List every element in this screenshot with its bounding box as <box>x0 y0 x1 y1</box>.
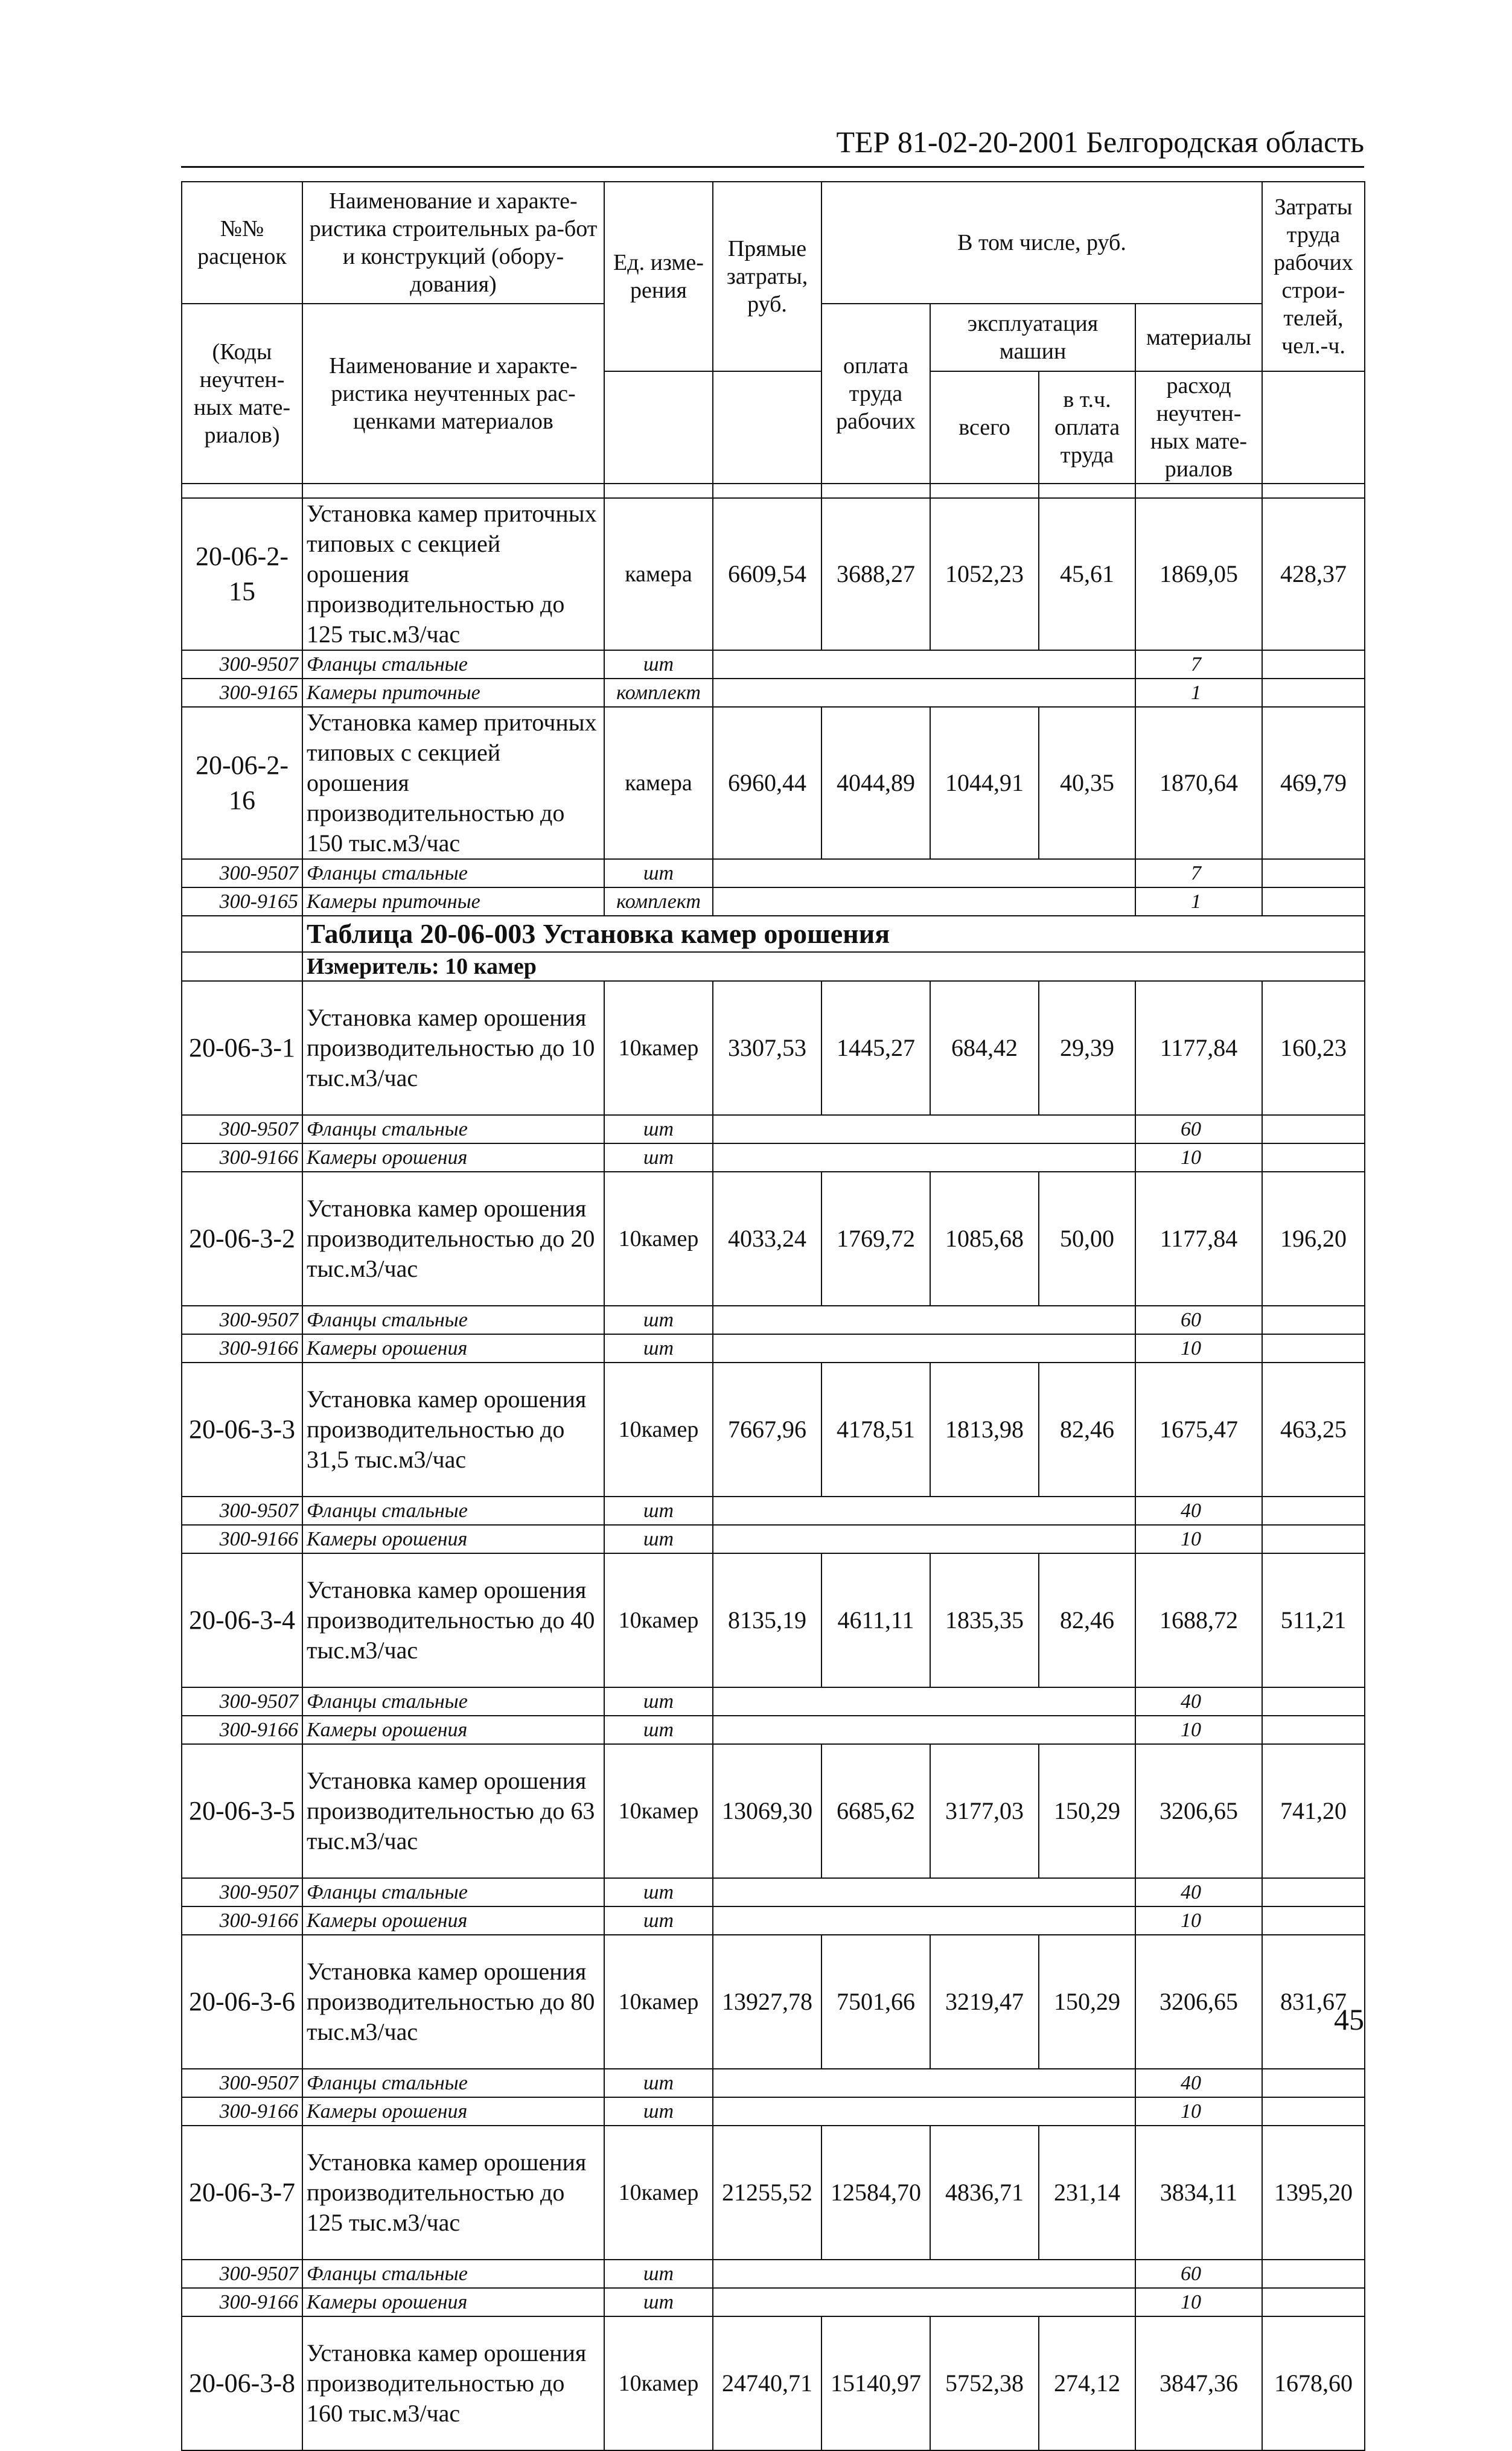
col-materials-header: материалы <box>1135 304 1262 371</box>
measure-blank <box>182 952 302 981</box>
materials-cell: 1688,72 <box>1135 1553 1262 1687</box>
material-hours-blank <box>1262 650 1365 679</box>
material-hours-blank <box>1262 1906 1365 1935</box>
col-machines-labor-header: в т.ч. оплата труда <box>1039 371 1135 484</box>
unit-cell: 10камер <box>604 1744 713 1878</box>
direct-costs-cell: 3307,53 <box>713 981 821 1115</box>
document-header: ТЕР 81-02-20-2001 Белгородская область <box>836 125 1364 159</box>
table-row <box>182 1935 1365 2069</box>
table-row <box>182 498 1365 650</box>
rate-code: 20-06-3-1 <box>182 981 302 1115</box>
spacer-cell <box>302 484 604 498</box>
material-row <box>182 887 1365 916</box>
work-description: Установка камер орошения производительностью до 63 тыс.м3/час <box>302 1744 604 1878</box>
material-row <box>182 1525 1365 1553</box>
unit-cell: 10камер <box>604 1935 713 2069</box>
material-hours-blank <box>1262 1716 1365 1744</box>
machines-labor-cell: 274,12 <box>1039 2316 1135 2450</box>
material-code: 300-9507 <box>182 1687 302 1716</box>
material-unit: шт <box>604 1115 713 1143</box>
material-row <box>182 1497 1365 1525</box>
material-blank <box>713 1906 1135 1935</box>
material-unit: шт <box>604 1525 713 1553</box>
material-qty: 10 <box>1135 1525 1262 1553</box>
material-blank <box>713 1687 1135 1716</box>
material-blank <box>713 2069 1135 2097</box>
work-description: Установка камер орошения производительностью до 160 тыс.м3/час <box>302 2316 604 2450</box>
table-title-row <box>182 916 1365 952</box>
material-code: 300-9507 <box>182 1878 302 1906</box>
material-qty: 10 <box>1135 1143 1262 1172</box>
machines-total-cell: 1835,35 <box>930 1553 1039 1687</box>
material-hours-blank <box>1262 1525 1365 1553</box>
spacer-cell <box>1135 484 1262 498</box>
machines-labor-cell: 45,61 <box>1039 498 1135 650</box>
labor-hours-cell: 741,20 <box>1262 1744 1365 1878</box>
material-name: Камеры орошения <box>302 2288 604 2316</box>
material-code: 300-9507 <box>182 1497 302 1525</box>
material-qty: 40 <box>1135 1497 1262 1525</box>
materials-cell: 1675,47 <box>1135 1363 1262 1497</box>
material-row <box>182 679 1365 707</box>
material-blank <box>713 1334 1135 1363</box>
materials-cell: 3834,11 <box>1135 2126 1262 2260</box>
work-description: Установка камер орошения производительностью до 125 тыс.м3/час <box>302 2126 604 2260</box>
material-code: 300-9507 <box>182 2260 302 2288</box>
machines-total-cell: 684,42 <box>930 981 1039 1115</box>
page-number: 45 <box>1334 2002 1364 2036</box>
machines-total-cell: 5752,38 <box>930 2316 1039 2450</box>
labor-pay-cell: 4178,51 <box>821 1363 930 1497</box>
materials-cell: 3847,36 <box>1135 2316 1262 2450</box>
col-code-header: №№ расценок <box>182 182 302 304</box>
rate-code: 20-06-3-7 <box>182 2126 302 2260</box>
material-blank <box>713 1143 1135 1172</box>
material-qty: 60 <box>1135 1115 1262 1143</box>
table-row <box>182 1172 1365 1306</box>
labor-pay-cell: 7501,66 <box>821 1935 930 2069</box>
material-row <box>182 2288 1365 2316</box>
work-description: Установка камер орошения производительностью до 31,5 тыс.м3/час <box>302 1363 604 1497</box>
material-qty: 1 <box>1135 887 1262 916</box>
material-code: 300-9166 <box>182 1906 302 1935</box>
materials-cell: 1177,84 <box>1135 981 1262 1115</box>
direct-costs-cell: 13927,78 <box>713 1935 821 2069</box>
table-row <box>182 2316 1365 2450</box>
work-description: Установка камер орошения производительностью до 80 тыс.м3/час <box>302 1935 604 2069</box>
material-blank <box>713 679 1135 707</box>
material-hours-blank <box>1262 2097 1365 2126</box>
material-name: Фланцы стальные <box>302 1115 604 1143</box>
header-rule <box>181 166 1364 168</box>
material-hours-blank <box>1262 679 1365 707</box>
spacer-cell <box>604 484 713 498</box>
spacer-row <box>182 484 1365 498</box>
labor-pay-cell: 6685,62 <box>821 1744 930 1878</box>
material-unit: комплект <box>604 887 713 916</box>
rate-code: 20-06-3-4 <box>182 1553 302 1687</box>
material-hours-blank <box>1262 887 1365 916</box>
material-name: Фланцы стальные <box>302 2069 604 2097</box>
rate-code: 20-06-3-6 <box>182 1935 302 2069</box>
machines-total-cell: 1052,23 <box>930 498 1039 650</box>
material-qty: 7 <box>1135 650 1262 679</box>
direct-costs-cell: 7667,96 <box>713 1363 821 1497</box>
material-row <box>182 1716 1365 1744</box>
material-qty: 1 <box>1135 679 1262 707</box>
material-qty: 60 <box>1135 2260 1262 2288</box>
title-blank <box>182 916 302 952</box>
labor-hours-cell: 1678,60 <box>1262 2316 1365 2450</box>
material-unit: шт <box>604 1906 713 1935</box>
material-row <box>182 1334 1365 1363</box>
table-row <box>182 2126 1365 2260</box>
spacer-cell <box>930 484 1039 498</box>
col-name-header: Наименование и характе-ристика строительных ра-бот и конструкций (обору-дования) <box>302 182 604 304</box>
labor-hours-cell: 469,79 <box>1262 707 1365 859</box>
material-qty: 60 <box>1135 1306 1262 1334</box>
col-unit-header: Ед. изме-рения <box>604 182 713 371</box>
work-description: Установка камер приточных типовых с секцией орошения производительностью до 150 тыс.м3/час <box>302 707 604 859</box>
material-name: Фланцы стальные <box>302 1878 604 1906</box>
work-description: Установка камер приточных типовых с секцией орошения производительностью до 125 тыс.м3/час <box>302 498 604 650</box>
material-name: Фланцы стальные <box>302 859 604 887</box>
material-unit: шт <box>604 1306 713 1334</box>
material-code: 300-9507 <box>182 650 302 679</box>
direct-costs-cell: 8135,19 <box>713 1553 821 1687</box>
material-row <box>182 1115 1365 1143</box>
unit-cell: 10камер <box>604 981 713 1115</box>
material-qty: 10 <box>1135 1716 1262 1744</box>
material-qty: 10 <box>1135 2288 1262 2316</box>
material-row <box>182 1878 1365 1906</box>
header-row-1 <box>182 182 1365 304</box>
material-code: 300-9507 <box>182 859 302 887</box>
machines-labor-cell: 231,14 <box>1039 2126 1135 2260</box>
direct-costs-cell: 6960,44 <box>713 707 821 859</box>
material-blank <box>713 650 1135 679</box>
material-hours-blank <box>1262 2288 1365 2316</box>
unit-cell: 10камер <box>604 1553 713 1687</box>
spacer-cell <box>182 484 302 498</box>
materials-cell: 1869,05 <box>1135 498 1262 650</box>
col-labor-header: оплата труда рабочих <box>821 304 930 484</box>
table-row <box>182 707 1365 859</box>
material-blank <box>713 1878 1135 1906</box>
material-blank <box>713 859 1135 887</box>
col-unit-header-cont <box>604 371 713 484</box>
material-row <box>182 650 1365 679</box>
material-qty: 10 <box>1135 1334 1262 1363</box>
material-unit: шт <box>604 650 713 679</box>
unit-cell: камера <box>604 498 713 650</box>
material-blank <box>713 1525 1135 1553</box>
material-code: 300-9507 <box>182 2069 302 2097</box>
labor-hours-cell: 1395,20 <box>1262 2126 1365 2260</box>
material-name: Камеры орошения <box>302 2097 604 2126</box>
col-code-alt-header: (Коды неучтен-ных мате-риалов) <box>182 304 302 484</box>
material-code: 300-9165 <box>182 887 302 916</box>
material-name: Камеры орошения <box>302 1334 604 1363</box>
machines-total-cell: 1044,91 <box>930 707 1039 859</box>
machines-labor-cell: 82,46 <box>1039 1553 1135 1687</box>
material-blank <box>713 1716 1135 1744</box>
machines-labor-cell: 150,29 <box>1039 1935 1135 2069</box>
direct-costs-cell: 24740,71 <box>713 2316 821 2450</box>
material-qty: 40 <box>1135 2069 1262 2097</box>
table-row <box>182 1553 1365 1687</box>
material-code: 300-9166 <box>182 1716 302 1744</box>
material-blank <box>713 2288 1135 2316</box>
direct-costs-cell: 13069,30 <box>713 1744 821 1878</box>
labor-pay-cell: 1769,72 <box>821 1172 930 1306</box>
material-name: Камеры орошения <box>302 1716 604 1744</box>
material-unit: шт <box>604 1878 713 1906</box>
material-name: Фланцы стальные <box>302 1306 604 1334</box>
material-unit: шт <box>604 859 713 887</box>
work-description: Установка камер орошения производительностью до 20 тыс.м3/час <box>302 1172 604 1306</box>
material-code: 300-9166 <box>182 2097 302 2126</box>
labor-hours-cell: 160,23 <box>1262 981 1365 1115</box>
material-hours-blank <box>1262 1687 1365 1716</box>
unit-cell: 10камер <box>604 2126 713 2260</box>
material-row <box>182 1687 1365 1716</box>
col-machines-total-header: всего <box>930 371 1039 484</box>
rate-code: 20-06-3-2 <box>182 1172 302 1306</box>
materials-cell: 3206,65 <box>1135 1744 1262 1878</box>
col-incl-header: В том числе, руб. <box>821 182 1262 304</box>
rates-table-body <box>182 182 1365 2450</box>
material-qty: 40 <box>1135 1687 1262 1716</box>
spacer-cell <box>1039 484 1135 498</box>
material-hours-blank <box>1262 1143 1365 1172</box>
labor-hours-cell: 511,21 <box>1262 1553 1365 1687</box>
spacer-cell <box>821 484 930 498</box>
unit-cell: камера <box>604 707 713 859</box>
col-materials-unacc-header: расход неучтен-ных мате-риалов <box>1135 371 1262 484</box>
material-qty: 10 <box>1135 2097 1262 2126</box>
rates-table <box>181 181 1365 2451</box>
material-code: 300-9166 <box>182 1143 302 1172</box>
rate-code: 20-06-3-3 <box>182 1363 302 1497</box>
labor-pay-cell: 3688,27 <box>821 498 930 650</box>
material-hours-blank <box>1262 1306 1365 1334</box>
col-name-alt-header: Наименование и характе-ристика неучтенных рас-ценками материалов <box>302 304 604 484</box>
rate-code: 20-06-3-8 <box>182 2316 302 2450</box>
material-blank <box>713 1306 1135 1334</box>
material-unit: шт <box>604 2288 713 2316</box>
labor-hours-cell: 196,20 <box>1262 1172 1365 1306</box>
material-unit: шт <box>604 1334 713 1363</box>
materials-cell: 1870,64 <box>1135 707 1262 859</box>
machines-total-cell: 1085,68 <box>930 1172 1039 1306</box>
table-row <box>182 1744 1365 1878</box>
col-direct-header-cont <box>713 371 821 484</box>
material-code: 300-9166 <box>182 1525 302 1553</box>
machines-labor-cell: 50,00 <box>1039 1172 1135 1306</box>
material-hours-blank <box>1262 1115 1365 1143</box>
measure-row <box>182 952 1365 981</box>
material-code: 300-9507 <box>182 1306 302 1334</box>
direct-costs-cell: 21255,52 <box>713 2126 821 2260</box>
material-blank <box>713 2260 1135 2288</box>
table-row <box>182 981 1365 1115</box>
material-row <box>182 859 1365 887</box>
unit-cell: 10камер <box>604 2316 713 2450</box>
material-qty: 10 <box>1135 1906 1262 1935</box>
machines-labor-cell: 29,39 <box>1039 981 1135 1115</box>
labor-pay-cell: 1445,27 <box>821 981 930 1115</box>
material-hours-blank <box>1262 859 1365 887</box>
labor-pay-cell: 4044,89 <box>821 707 930 859</box>
materials-cell: 1177,84 <box>1135 1172 1262 1306</box>
material-row <box>182 1906 1365 1935</box>
machines-labor-cell: 150,29 <box>1039 1744 1135 1878</box>
material-hours-blank <box>1262 2069 1365 2097</box>
material-row <box>182 2097 1365 2126</box>
material-row <box>182 1143 1365 1172</box>
materials-cell: 3206,65 <box>1135 1935 1262 2069</box>
material-name: Фланцы стальные <box>302 1687 604 1716</box>
machines-total-cell: 4836,71 <box>930 2126 1039 2260</box>
measure-unit: Измеритель: 10 камер <box>302 952 1365 981</box>
material-row <box>182 2260 1365 2288</box>
material-qty: 7 <box>1135 859 1262 887</box>
material-name: Фланцы стальные <box>302 1497 604 1525</box>
material-code: 300-9166 <box>182 2288 302 2316</box>
work-description: Установка камер орошения производительностью до 10 тыс.м3/час <box>302 981 604 1115</box>
material-unit: шт <box>604 1716 713 1744</box>
spacer-cell <box>713 484 821 498</box>
direct-costs-cell: 6609,54 <box>713 498 821 650</box>
material-name: Камеры орошения <box>302 1525 604 1553</box>
col-hours-header-cont <box>1262 371 1365 484</box>
material-unit: шт <box>604 2260 713 2288</box>
material-unit: шт <box>604 1687 713 1716</box>
rate-code: 20-06-3-5 <box>182 1744 302 1878</box>
material-code: 300-9165 <box>182 679 302 707</box>
table-title: Таблица 20-06-003 Установка камер орошения <box>302 916 1365 952</box>
unit-cell: 10камер <box>604 1363 713 1497</box>
machines-labor-cell: 40,35 <box>1039 707 1135 859</box>
machines-total-cell: 3219,47 <box>930 1935 1039 2069</box>
material-blank <box>713 1497 1135 1525</box>
material-name: Фланцы стальные <box>302 650 604 679</box>
labor-hours-cell: 428,37 <box>1262 498 1365 650</box>
material-row <box>182 2069 1365 2097</box>
machines-total-cell: 1813,98 <box>930 1363 1039 1497</box>
material-hours-blank <box>1262 1878 1365 1906</box>
material-name: Фланцы стальные <box>302 2260 604 2288</box>
material-hours-blank <box>1262 1497 1365 1525</box>
material-name: Камеры орошения <box>302 1143 604 1172</box>
rate-code: 20-06-2-16 <box>182 707 302 859</box>
material-blank <box>713 1115 1135 1143</box>
table-row <box>182 1363 1365 1497</box>
material-blank <box>713 887 1135 916</box>
material-name: Камеры приточные <box>302 679 604 707</box>
material-unit: шт <box>604 1143 713 1172</box>
material-hours-blank <box>1262 2260 1365 2288</box>
unit-cell: 10камер <box>604 1172 713 1306</box>
material-blank <box>713 2097 1135 2126</box>
material-unit: шт <box>604 1497 713 1525</box>
labor-hours-cell: 463,25 <box>1262 1363 1365 1497</box>
labor-pay-cell: 15140,97 <box>821 2316 930 2450</box>
labor-pay-cell: 4611,11 <box>821 1553 930 1687</box>
material-name: Камеры орошения <box>302 1906 604 1935</box>
col-machines-header: эксплуатация машин <box>930 304 1135 371</box>
machines-labor-cell: 82,46 <box>1039 1363 1135 1497</box>
labor-pay-cell: 12584,70 <box>821 2126 930 2260</box>
material-row <box>182 1306 1365 1334</box>
labor-hours-cell: 831,67 <box>1262 1935 1365 2069</box>
spacer-cell <box>1262 484 1365 498</box>
direct-costs-cell: 4033,24 <box>713 1172 821 1306</box>
work-description: Установка камер орошения производительностью до 40 тыс.м3/час <box>302 1553 604 1687</box>
rate-code: 20-06-2-15 <box>182 498 302 650</box>
col-hours-header: Затраты труда рабочих строи-телей, чел.-ч. <box>1262 182 1365 371</box>
material-unit: шт <box>604 2097 713 2126</box>
material-unit: комплект <box>604 679 713 707</box>
material-code: 300-9507 <box>182 1115 302 1143</box>
material-name: Камеры приточные <box>302 887 604 916</box>
material-qty: 40 <box>1135 1878 1262 1906</box>
material-hours-blank <box>1262 1334 1365 1363</box>
col-direct-header: Прямые затраты, руб. <box>713 182 821 371</box>
material-code: 300-9166 <box>182 1334 302 1363</box>
material-unit: шт <box>604 2069 713 2097</box>
machines-total-cell: 3177,03 <box>930 1744 1039 1878</box>
